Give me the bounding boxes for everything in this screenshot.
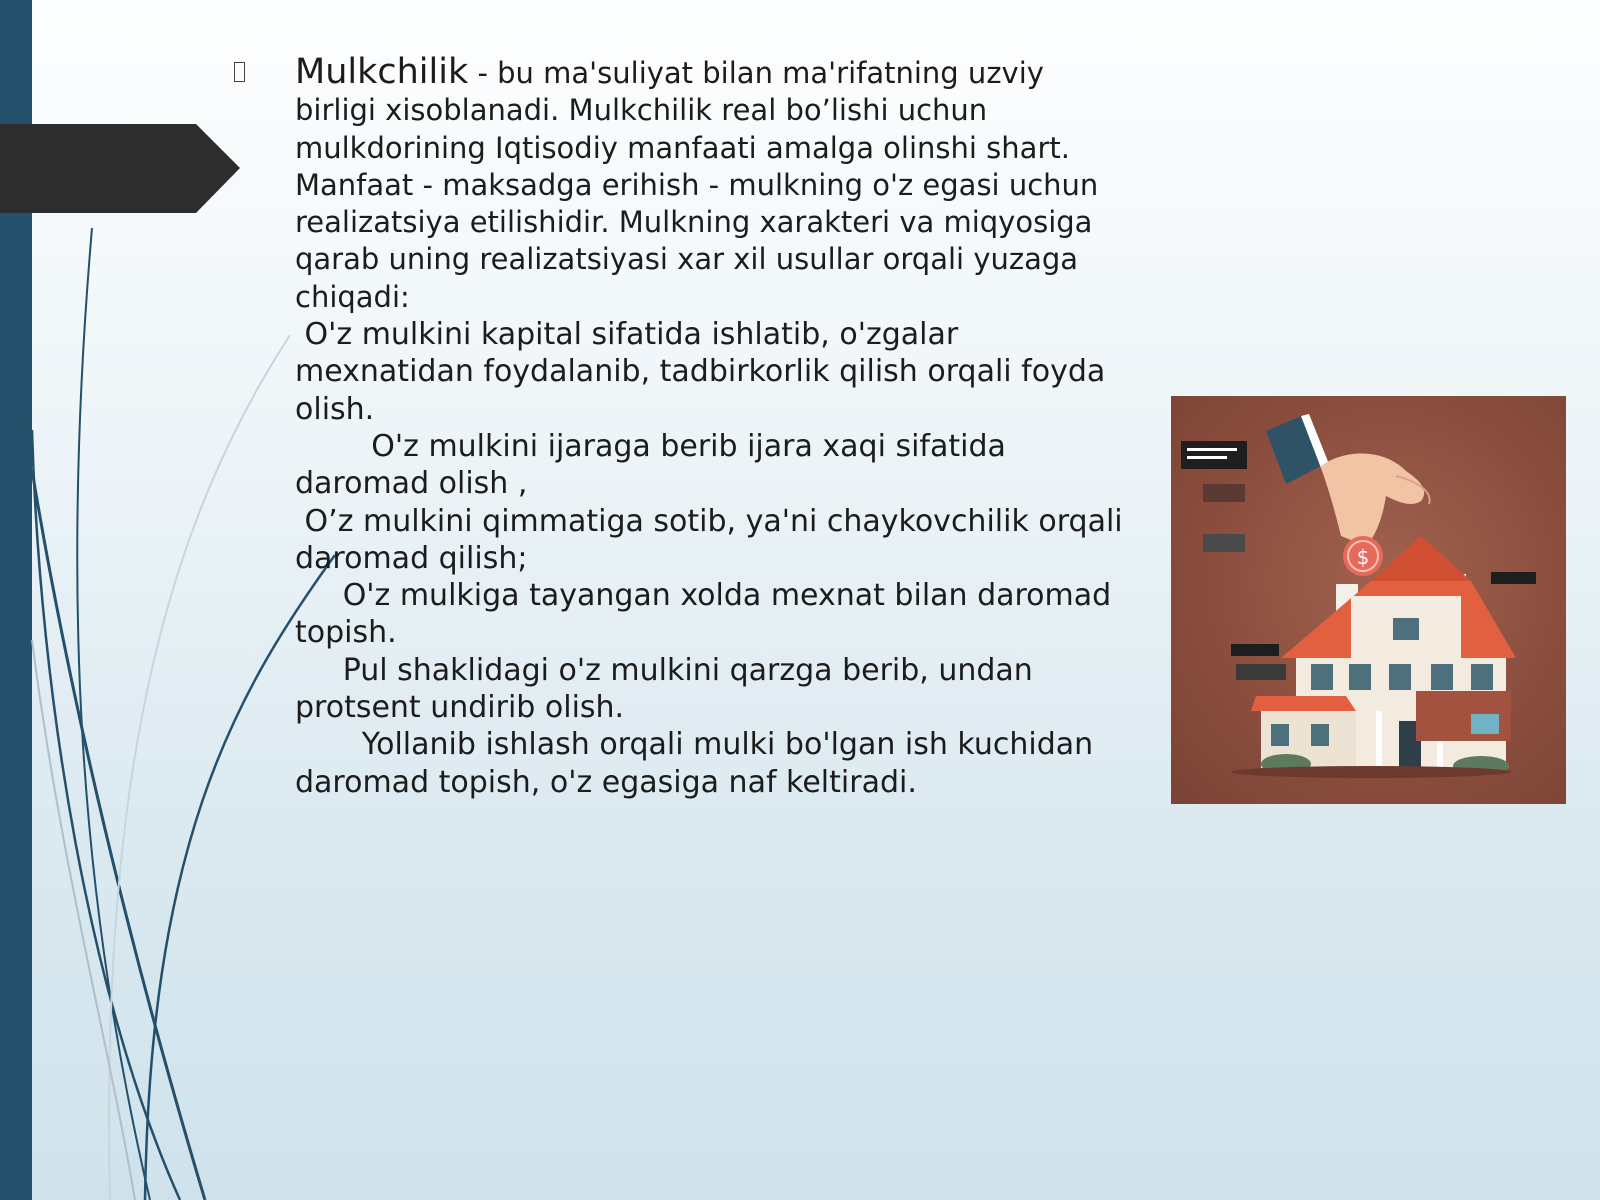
house-piggybank-image [1171,396,1566,804]
svg-text:$: $ [1356,545,1370,569]
term-heading: Mulkchilik [295,52,469,92]
list-item: Yollanib ishlash orqali mulki bo'lgan ish kuchidan daromad topish, o'z egasiga naf keltiradi. [295,727,1103,800]
intro-paragraph [295,54,1125,316]
list-item: O’z mulkini qimmatiga sotib, ya'ni chaykovchilik orqali daromad qilish; [295,503,1133,576]
list-item: O'z mulkiga tayangan xolda mexnat bilan daromad topish. [295,578,1121,651]
bullet-icon [234,62,245,82]
term-definition: - bu ma'suliyat bilan ma'rifatning uzviy birligi xisoblanadi. Mulkchilik real bo’lishi uchun mulkdorining Iqtisodiy manfaati amalga olinshi shart. Manfaat - maksadga erihish - mulkning o'z egasi uchun realizatsiya etilishidir. Mulkning xarakteri va miqyosiga qarab uning realizatsiyasi xar xil usullar orqali yuzaga chiqadi: [295,56,1108,314]
list-item: O'z mulkini ijaraga berib ijara xaqi sifatida daromad olish , [295,428,1016,502]
list-item: O'z mulkini kapital sifatida ishlatib, o'zgalar mexnatidan foydalanib, tadbirkorlik qilish orqali foyda olish. [295,317,1115,427]
slide-body-text [295,52,1133,801]
arrow-tab-shape [0,124,240,213]
list-item: Pul shaklidagi o'z mulkini qarzga berib, undan protsent undirib olish. [295,652,1043,726]
